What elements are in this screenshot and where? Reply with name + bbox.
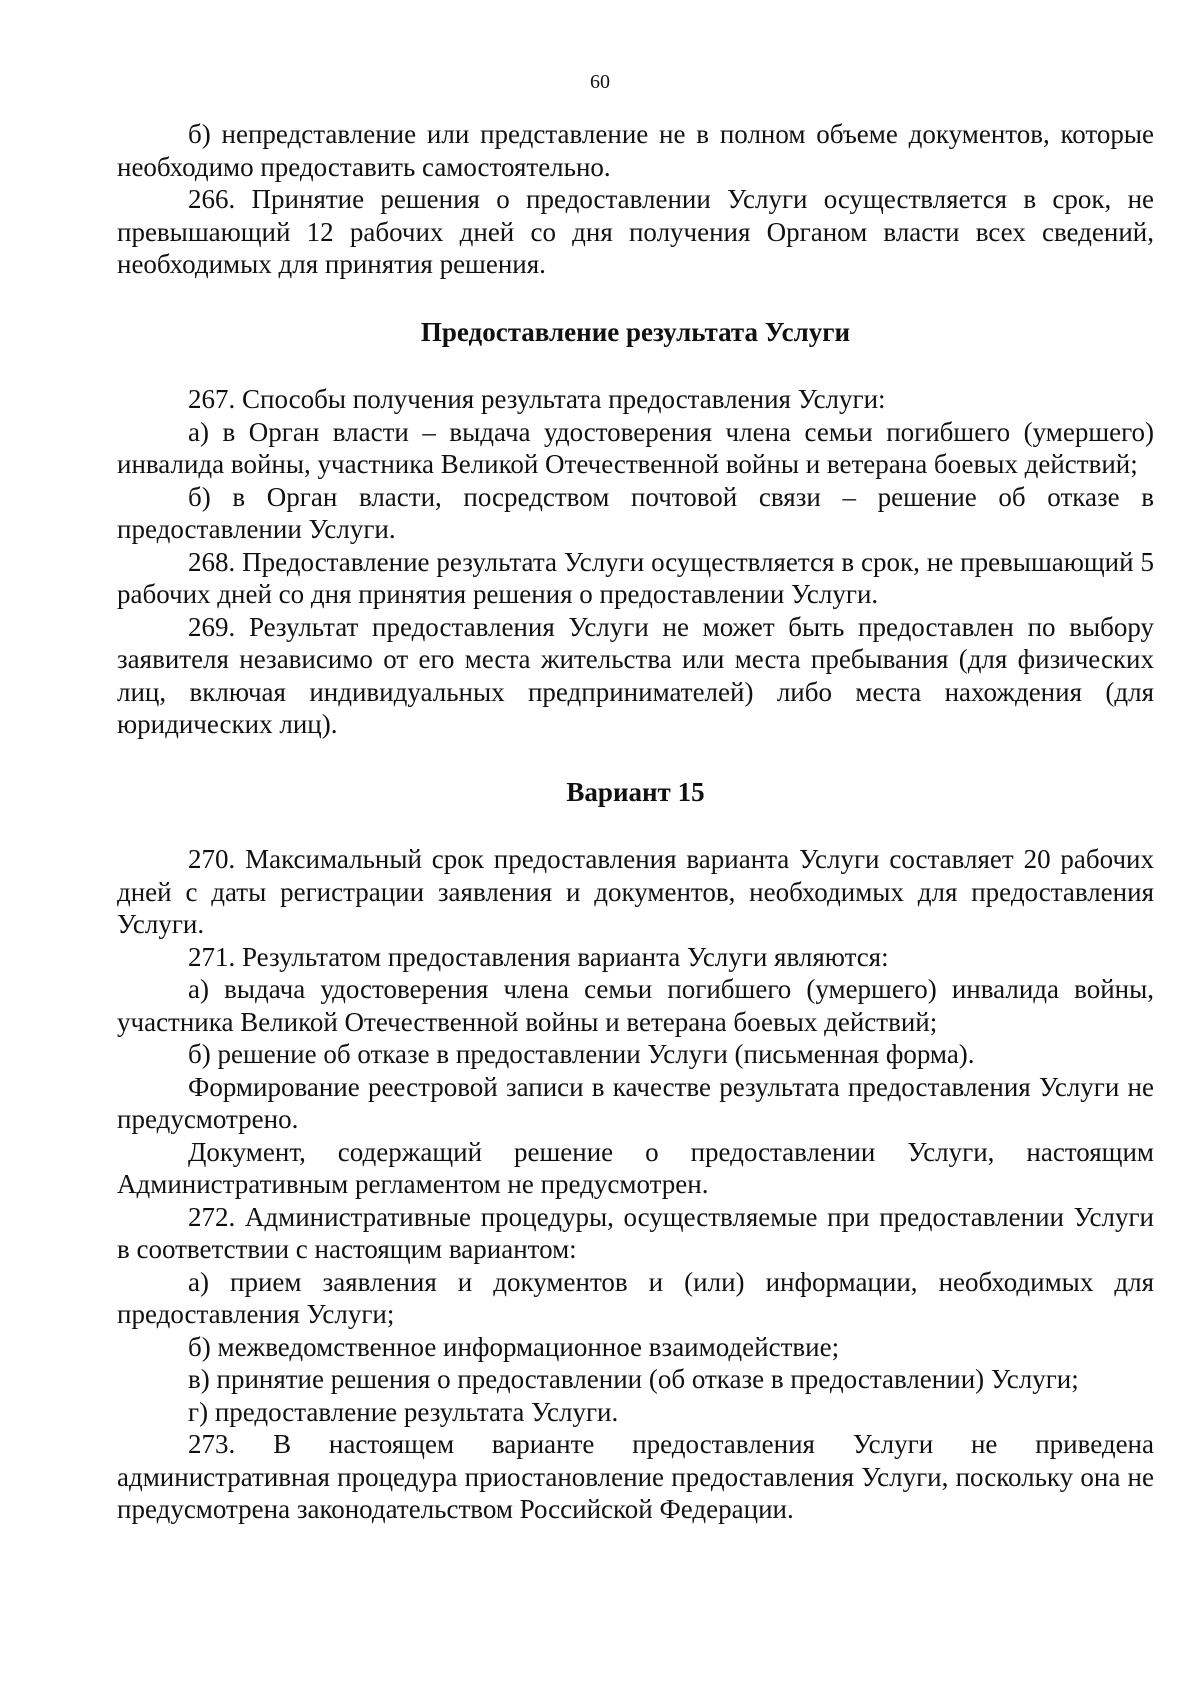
paragraph-272-v: в) принятие решения о предоставлении (об отказе в предоставлении) Услуги; bbox=[188, 1364, 1079, 1394]
paragraph-266: 266. Принятие решения о предоставлении Услуги осуществляется в срок, не превышающий 12 рабочих дней со дня получения Органом власти всех сведений, необходимых для принятия решения. bbox=[117, 184, 1154, 279]
paragraph-271: 271. Результатом предоставления варианта Услуги являются: bbox=[188, 941, 889, 972]
paragraph-267-a: а) в Орган власти – выдача удостоверения члена семьи погибшего (умершего) инвалида войны, участника Великой Отечественной войны и ветерана боевых действий; bbox=[117, 416, 1154, 479]
document-body bbox=[117, 118, 1154, 1526]
paragraph-272-b: б) межведомственное информационное взаимодействие; bbox=[188, 1331, 840, 1362]
paragraph-272: 272. Административные процедуры, осуществляемые при предоставлении Услуги в соответствии с настоящим вариантом: bbox=[117, 1201, 1154, 1264]
paragraph-272-a: а) прием заявления и документов и (или) информации, необходимых для предоставления Услуги; bbox=[117, 1266, 1154, 1329]
section-heading-variant-15: Вариант 15 bbox=[566, 776, 705, 807]
paragraph-decision-document: Документ, содержащий решение о предоставлении Услуги, настоящим Административным регламентом не предусмотрен. bbox=[117, 1136, 1154, 1199]
paragraph-267: 267. Способы получения результата предоставления Услуги: bbox=[188, 384, 886, 414]
paragraph-273: 273. В настоящем варианте предоставления Услуги не приведена административная процедура приостановление предоставления Услуги, поскольку она не предусмотрена законодательством Российской Федерации. bbox=[117, 1429, 1154, 1524]
paragraph-271-a: а) выдача удостоверения члена семьи погибшего (умершего) инвалида войны, участника Великой Отечественной войны и ветерана боевых действий; bbox=[117, 974, 1154, 1037]
paragraph-registry-record: Формирование реестровой записи в качестве результата предоставления Услуги не предусмотрено. bbox=[117, 1071, 1154, 1134]
paragraph-271-b: б) решение об отказе в предоставлении Услуги (письменная форма). bbox=[188, 1039, 975, 1069]
page-number: 60 bbox=[590, 71, 610, 93]
section-heading-result: Предоставление результата Услуги bbox=[420, 316, 851, 347]
paragraph-b-nonsubmission: б) непредставление или представление не в полном объеме документов, которые необходимо предоставить самостоятельно. bbox=[117, 119, 1154, 182]
paragraph-267-b: б) в Орган власти, посредством почтовой связи – решение об отказе в предоставлении Услуги. bbox=[117, 481, 1154, 544]
paragraph-269: 269. Результат предоставления Услуги не может быть предоставлен по выбору заявителя независимо от его места жительства или места пребывания (для физических лиц, включая индивидуальных предпринимателей) либо места нахождения (для юридических лиц). bbox=[117, 611, 1154, 739]
paragraph-272-g: г) предоставление результата Услуги. bbox=[188, 1396, 619, 1427]
paragraph-270: 270. Максимальный срок предоставления варианта Услуги составляет 20 рабочих дней с даты регистрации заявления и документов, необходимых для предоставления Услуги. bbox=[117, 844, 1154, 939]
paragraph-268: 268. Предоставление результата Услуги осуществляется в срок, не превышающий 5 рабочих дней со дня принятия решения о предоставлении Услуги. bbox=[117, 546, 1154, 609]
